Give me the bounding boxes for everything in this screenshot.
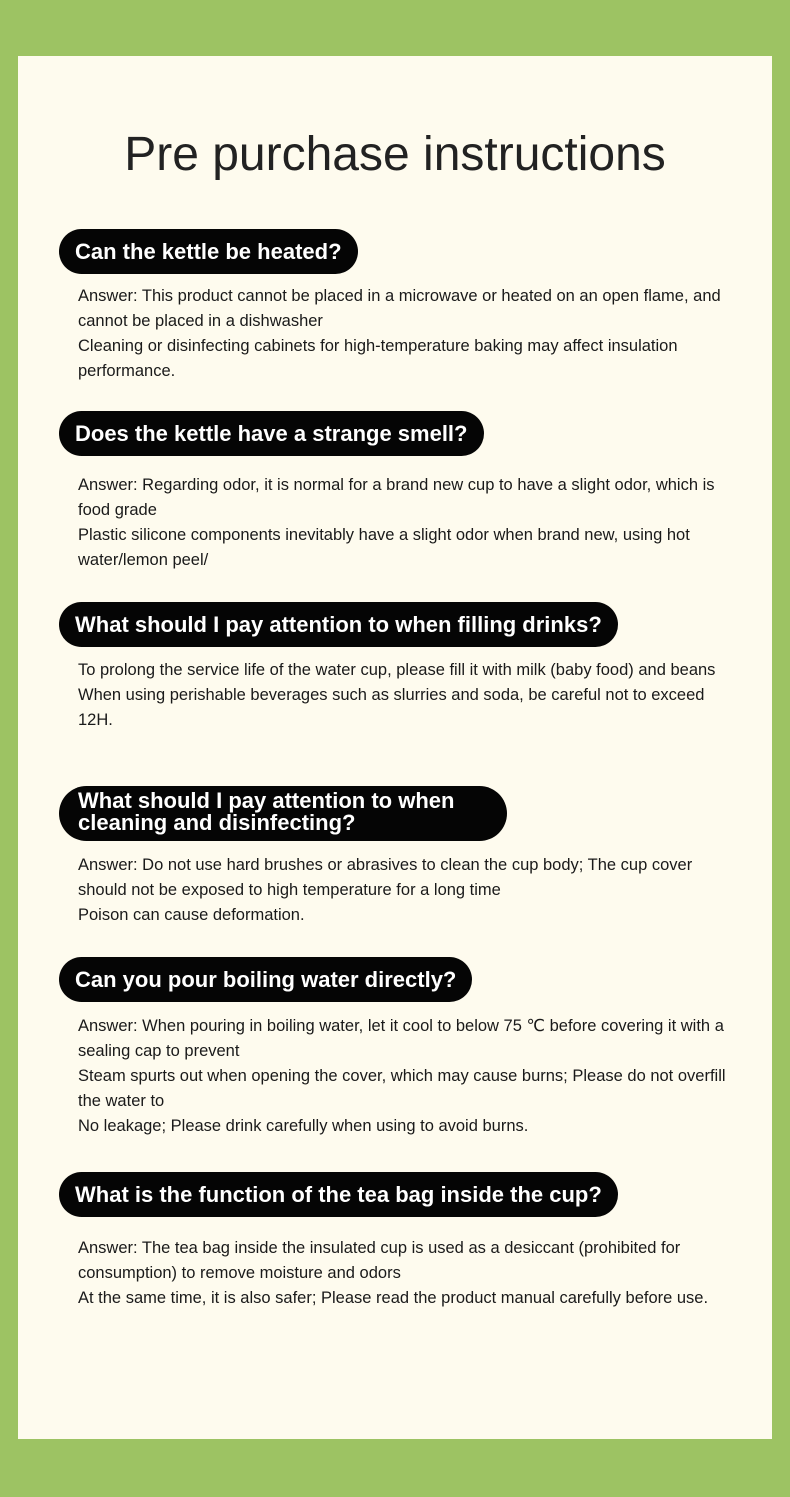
faq-question-tea-bag: What is the function of the tea bag inside the cup? bbox=[59, 1172, 618, 1217]
page-title: Pre purchase instructions bbox=[124, 128, 666, 181]
answer-paragraph: Poison can cause deformation. bbox=[78, 906, 305, 924]
faq-question-heating: Can the kettle be heated? bbox=[59, 229, 358, 274]
answer-paragraph: Plastic silicone components inevitably have a slight odor when brand new, using hot water/lemon peel/ bbox=[78, 526, 690, 569]
faq-question-filling: What should I pay attention to when filling drinks? bbox=[59, 602, 618, 647]
faq-answer-boiling-water bbox=[78, 1014, 738, 1139]
answer-paragraph: Answer: The tea bag inside the insulated cup is used as a desiccant (prohibited for consumption) to remove moisture and odors bbox=[78, 1239, 681, 1282]
faq-question-boiling-water: Can you pour boiling water directly? bbox=[59, 957, 472, 1002]
answer-paragraph: To prolong the service life of the water cup, please fill it with milk (baby food) and beans bbox=[78, 661, 716, 679]
faq-answer-filling bbox=[78, 658, 738, 733]
faq-answer-tea-bag bbox=[78, 1236, 738, 1311]
answer-paragraph: Steam spurts out when opening the cover, which may cause burns; Please do not overfill the water to bbox=[78, 1067, 726, 1110]
faq-answer-heating bbox=[78, 284, 738, 384]
answer-paragraph: Answer: This product cannot be placed in a microwave or heated on an open flame, and cannot be placed in a dishwasher bbox=[78, 287, 721, 330]
answer-paragraph: Cleaning or disinfecting cabinets for high-temperature baking may affect insulation performance. bbox=[78, 337, 678, 380]
faq-question-smell: Does the kettle have a strange smell? bbox=[59, 411, 484, 456]
answer-paragraph: Answer: Do not use hard brushes or abrasives to clean the cup body; The cup cover should not be exposed to high temperature for a long time bbox=[78, 856, 693, 899]
answer-paragraph: Answer: When pouring in boiling water, let it cool to below 75 ℃ before covering it with a sealing cap to prevent bbox=[78, 1017, 724, 1060]
answer-paragraph: No leakage; Please drink carefully when using to avoid burns. bbox=[78, 1117, 529, 1135]
answer-paragraph: At the same time, it is also safer; Please read the product manual carefully before use. bbox=[78, 1289, 709, 1307]
answer-paragraph: When using perishable beverages such as slurries and soda, be careful not to exceed 12H. bbox=[78, 686, 705, 729]
faq-answer-cleaning bbox=[78, 853, 738, 928]
faq-answer-smell bbox=[78, 473, 738, 573]
answer-paragraph: Answer: Regarding odor, it is normal for a brand new cup to have a slight odor, which is food grade bbox=[78, 476, 715, 519]
faq-question-cleaning: What should I pay attention to when cleaning and disinfecting? bbox=[59, 786, 507, 841]
